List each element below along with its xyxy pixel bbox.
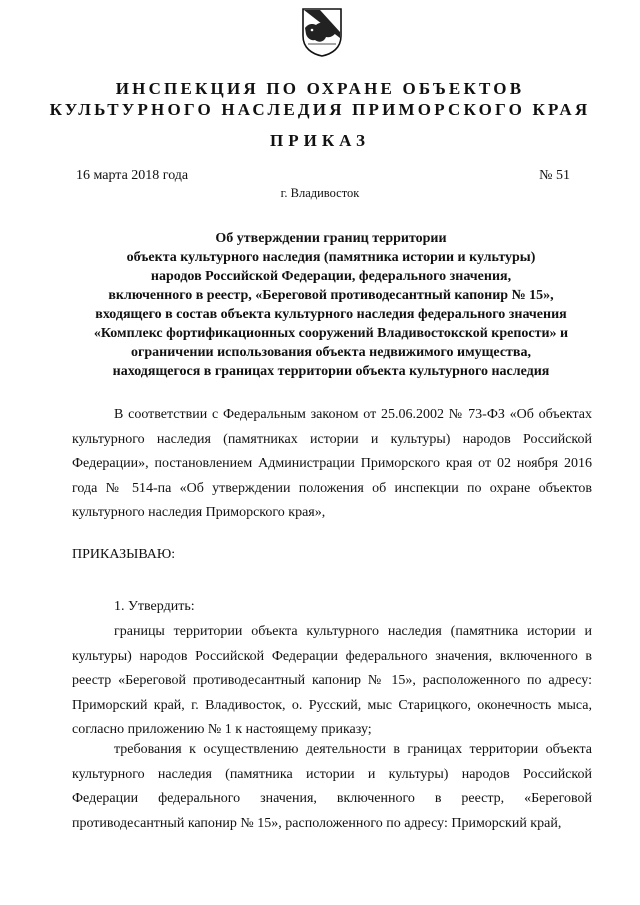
subject-line: ограничении использования объекта недвижимого имущества, — [131, 345, 531, 360]
order-date: 16 марта 2018 года — [76, 168, 189, 183]
order-subject — [66, 229, 596, 381]
item-1-requirements-paragraph: требования к осуществлению деятельности в границах территории объекта культурного наследия (памятника истории и культуры) народов Российской Федерации федерального значения, включенного в реестр, «Береговой противодесантный капонир № 15», расположенного по адресу: Приморский край, — [72, 742, 592, 831]
order-city: г. Владивосток — [280, 186, 360, 200]
subject-line: объекта культурного наследия (памятника истории и культуры) — [126, 250, 536, 265]
primorsky-krai-coat-of-arms-icon — [300, 6, 344, 58]
subject-line: включенного в реестр, «Береговой противодесантный капонир № 15», — [108, 288, 554, 303]
organization-name-line-2: КУЛЬТУРНОГО НАСЛЕДИЯ ПРИМОРСКОГО КРАЯ — [49, 100, 591, 119]
preamble-paragraph: В соответствии с Федеральным законом от 25.06.2002 № 73-ФЗ «Об объектах культурного наследия (памятниках истории и культуры) народов Российской Федерации», постановлением Администрации Приморского края от 02 ноября 2016 года № 514-па «Об утверждении положения об инспекции по охране объектов культурного наследия Приморского края», — [72, 407, 592, 520]
item-1-boundaries-paragraph: границы территории объекта культурного наследия (памятника истории и культуры) народов Российской Федерации федерального значения, включенного в реестр «Береговой противодесантный капонир № 15», расположенного по адресу: Приморский край, г. Владивосток, о. Русский, мыс Старицкого, оконечность мыса, согласно приложению № 1 к настоящему приказу; — [72, 624, 592, 737]
item-1-heading: 1. Утвердить: — [114, 599, 195, 614]
subject-line: Об утверждении границ территории — [215, 231, 447, 246]
organization-name-line-1: ИНСПЕКЦИЯ ПО ОХРАНЕ ОБЪЕКТОВ — [115, 79, 525, 98]
subject-line: «Комплекс фортификационных сооружений Владивостокской крепости» и — [93, 326, 569, 341]
order-number: № 51 — [539, 168, 570, 183]
document-type-title: ПРИКАЗ — [270, 131, 370, 150]
subject-line: народов Российской Федерации, федерального значения, — [150, 269, 512, 284]
subject-line: находящегося в границах территории объекта культурного наследия — [112, 364, 550, 379]
subject-line: входящего в состав объекта культурного наследия федерального значения — [95, 307, 567, 322]
order-directive: ПРИКАЗЫВАЮ: — [72, 547, 176, 562]
